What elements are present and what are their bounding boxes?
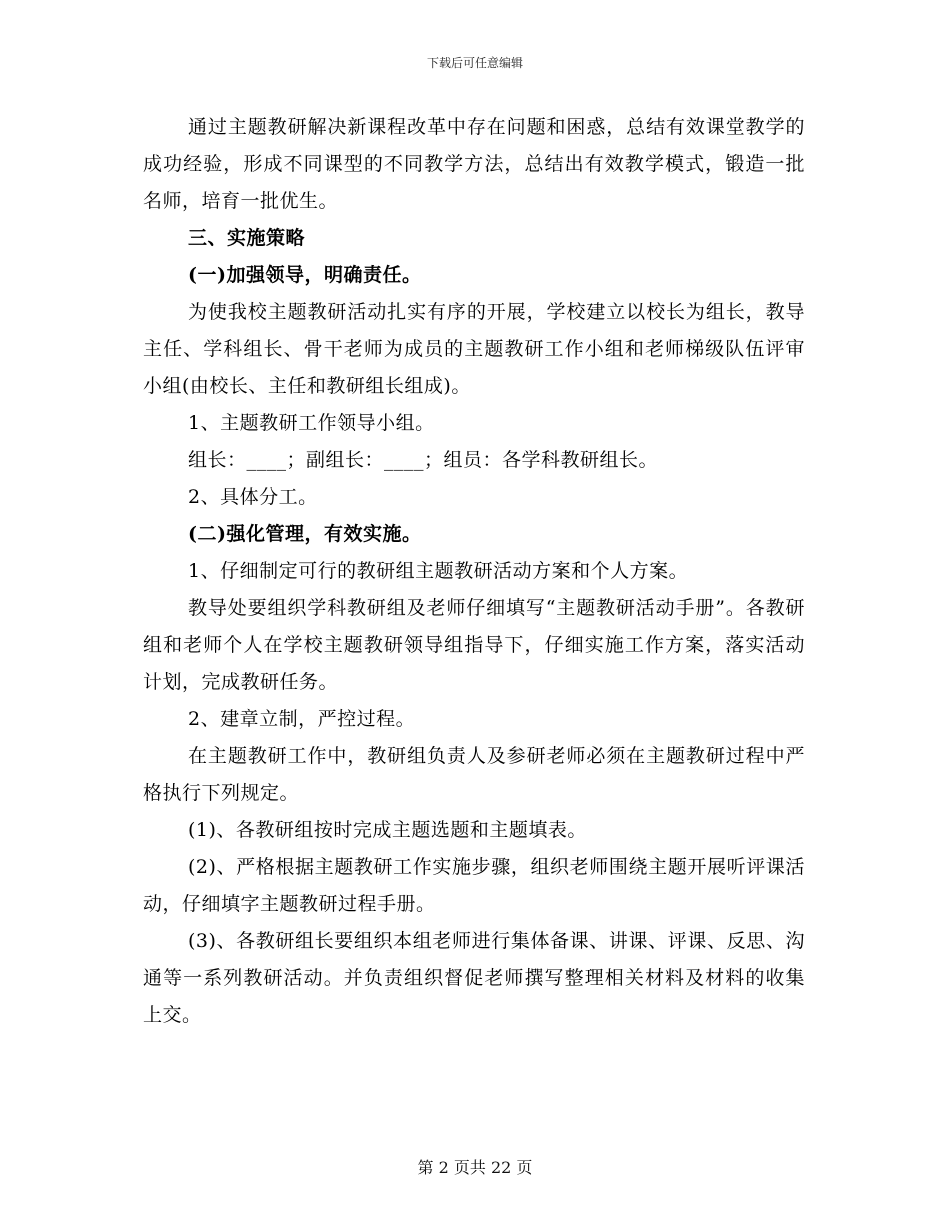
list-item-leading-group: 1、主题教研工作领导小组。 [188,412,435,434]
paragraph-goal: 通过主题教研解决新课程改革中存在问题和困惑，总结有效课堂教学的成功经验，形成不同课型的不同教学方法，总结出有效教学模式，锻造一批名师，培育一批优生。 [143,116,805,212]
list-item-rules: 2、建章立制，严控过程。 [188,708,416,730]
rule-item-1: (1)、各教研组按时完成主题选题和主题填表。 [188,819,587,841]
section-heading-implementation: 三、实施策略 [188,227,306,249]
subheading-management: (二)强化管理，有效实施。 [188,523,422,545]
document-body [143,109,805,1034]
rule-item-2: (2)、严格根据主题教研工作实施步骤，组织老师围绕主题开展听评课活动，仔细填字主题教研过程手册。 [143,856,805,915]
subheading-leadership: (一)加强领导，明确责任。 [188,264,422,286]
paragraph-handbook: 教导处要组织学科教研组及老师仔细填写“主题教研活动手册”。各教研组和老师个人在学校主题教研领导组指导下，仔细实施工作方案，落实活动计划，完成教研任务。 [143,597,805,693]
paragraph-regulations: 在主题教研工作中，教研组负责人及参研老师必须在主题教研过程中严格执行下列规定。 [143,745,805,804]
paragraph-members: 组长：____；副组长：____；组员：各学科教研组长。 [188,449,659,471]
list-item-division: 2、具体分工。 [188,486,318,508]
list-item-plan: 1、仔细制定可行的教研组主题教研活动方案和个人方案。 [188,560,689,582]
rule-item-3: (3)、各教研组长要组织本组老师进行集体备课、讲课、评课、反思、沟通等一系列教研活动。并负责组织督促老师撰写整理相关材料及材料的收集上交。 [143,930,805,1026]
page-footer: 第 2 页共 22 页 [417,1158,533,1177]
page-header: 下载后可任意编辑 [426,56,523,70]
paragraph-team-setup: 为使我校主题教研活动扎实有序的开展，学校建立以校长为组长，教导主任、学科组长、骨干老师为成员的主题教研工作小组和老师梯级队伍评审小组(由校长、主任和教研组长组成)。 [143,301,805,397]
